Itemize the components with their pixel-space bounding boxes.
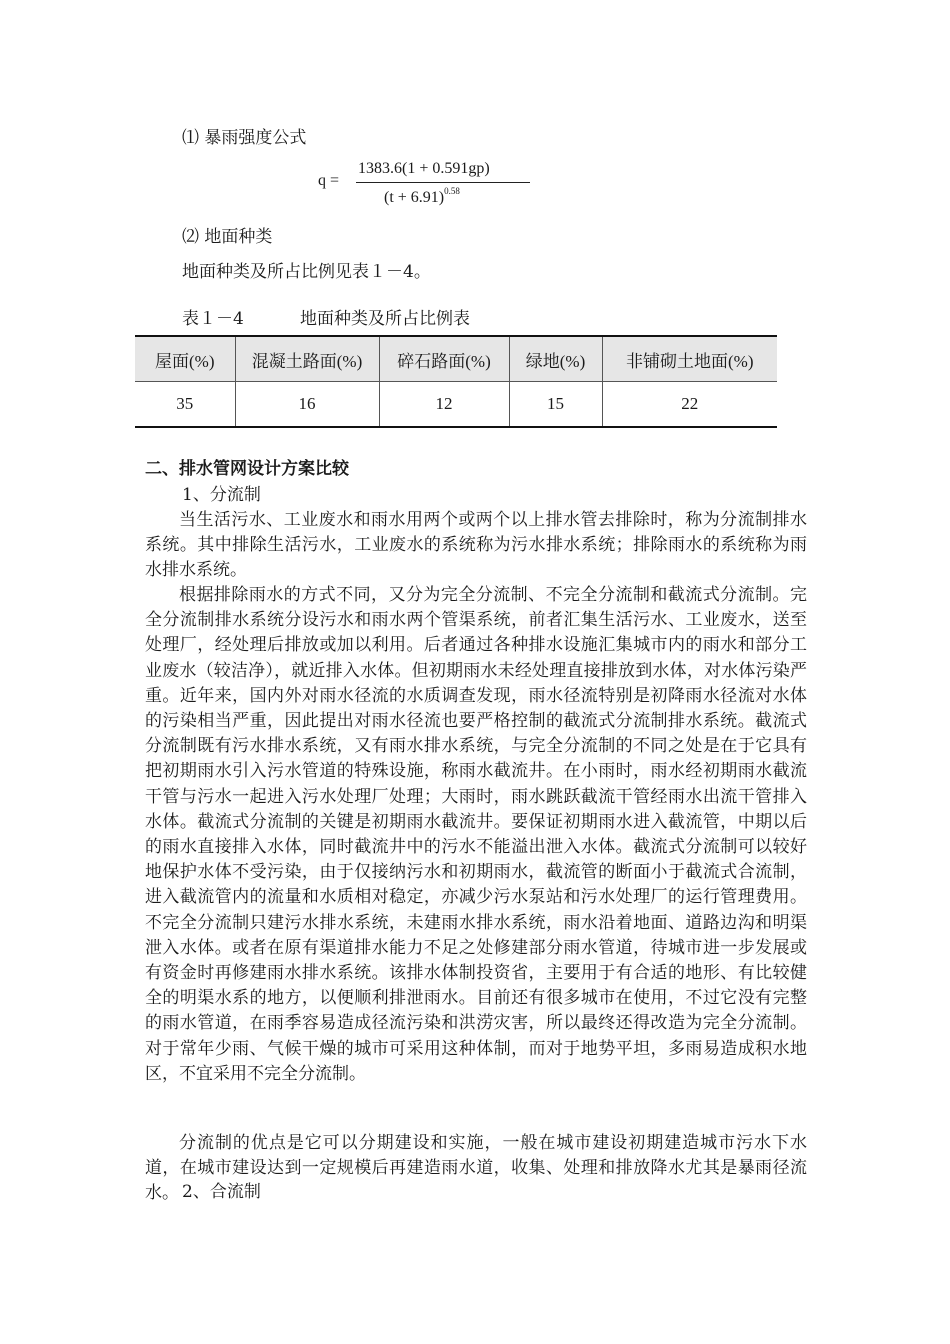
formula-denominator-exponent: 0.58	[444, 186, 460, 196]
table-header-cell: 混凝土路面(%)	[235, 336, 379, 382]
paragraph-separate-types: 根据排除雨水的方式不同，又分为完全分流制、不完全分流制和截流式分流制。完全分流制排水系统分设污水和雨水两个管渠系统，前者汇集生活污水、工业废水，送至处理厂，经处理后排放或加以利用。后者通过各种排水设施汇集城市内的雨水和部分工业废水（较洁净），就近排入水体。但初期雨水未经处理直接排放到水体，对水体污染严重。近年来，国内外对雨水径流的水质调查发现，雨水径流特别是初降雨水径流对水体的污染相当严重，因此提出对雨水径流也要严格控制的截流式分流制排水系统。截流式分流制既有污水排水系统，又有雨水排水系统，与完全分流制的不同之处是在于它具有把初期雨水引入污水管道的特殊设施，称雨水截流井。在小雨时，雨水经初期雨水截流干管与污水一起进入污水处理厂处理；大雨时，雨水跳跃截流干管经雨水出流干管排入水体。截流式分流制的关键是初期雨水截流井。要保证初期雨水进入截流管，中期以后的雨水直接排入水体，同时截流井中的污水不能溢出泄入水体。截流式分流制可以较好地保护水体不受污染，由于仅接纳污水和初期雨水，截流管的断面小于截流式合流制，进入截流管内的流量和水质相对稳定，亦减少污水泵站和污水处理厂的运行管理费用。不完全分流制只建污水排水系统，未建雨水排水系统，雨水沿着地面、道路边沟和明渠泄入水体。或者在原有渠道排水能力不足之处修建部分雨水管道，待城市进一步发展或有资金时再修建雨水排水系统。该排水体制投资省，主要用于有合适的地形、有比较健全的明渠水系的地方，以便顺利排泄雨水。目前还有很多城市在使用，不过它没有完整的雨水管道，在雨季容易造成径流污染和洪涝灾害，所以最终还得改造为完全分流制。对于常年少雨、气候干燥的城市可采用这种体制，而对于地势平坦，多雨易造成积水地区，不宜采用不完全分流制。	[145, 585, 807, 1084]
ground-types-table	[135, 335, 777, 428]
table-header-cell: 屋面(%)	[135, 336, 235, 382]
table-cell: 16	[235, 382, 379, 428]
table-cell: 22	[602, 382, 777, 428]
ground-types-intro: 地面种类及所占比例见表１－4。	[182, 262, 431, 282]
table-caption-number: 表１－4	[182, 309, 244, 329]
paragraph-separate-advantages: 分流制的优点是它可以分期建设和实施，一般在城市建设初期建造城市污水下水道，在城市建设达到一定规模后再建造雨水道，收集、处理和排放降水尤其是暴雨径流水。	[145, 1133, 807, 1204]
table-header-cell: 绿地(%)	[509, 336, 602, 382]
table-header-cell: 碎石路面(%)	[379, 336, 509, 382]
table-cell: 12	[379, 382, 509, 428]
table-header-row	[135, 336, 777, 382]
table-row	[135, 382, 777, 428]
formula-denominator-base: (t + 6.91)	[384, 189, 445, 206]
formula-lhs: q =	[318, 172, 340, 189]
formula-numerator: 1383.6(1 + 0.591gp)	[358, 160, 490, 177]
item-ground-types-label: ⑵ 地面种类	[182, 227, 273, 247]
subsection-heading-separate-system: 1、分流制	[182, 485, 261, 505]
item-rainfall-formula-label: ⑴ 暴雨强度公式	[182, 128, 307, 148]
table-caption-title: 地面种类及所占比例表	[300, 309, 470, 329]
table-cell: 35	[135, 382, 235, 428]
section-heading: 二、排水管网设计方案比较	[145, 459, 349, 479]
table-header-cell: 非铺砌土地面(%)	[602, 336, 777, 382]
paragraph-separate-definition: 当生活污水、工业废水和雨水用两个或两个以上排水管去排除时，称为分流制排水系统。其中排除生活污水，工业废水的系统称为污水排水系统；排除雨水的系统称为雨水排水系统。	[145, 510, 807, 581]
subsection-heading-combined-system: 2、合流制	[182, 1182, 261, 1202]
formula-denominator	[384, 186, 460, 207]
formula-fraction-bar	[356, 182, 530, 183]
table-cell: 15	[509, 382, 602, 428]
